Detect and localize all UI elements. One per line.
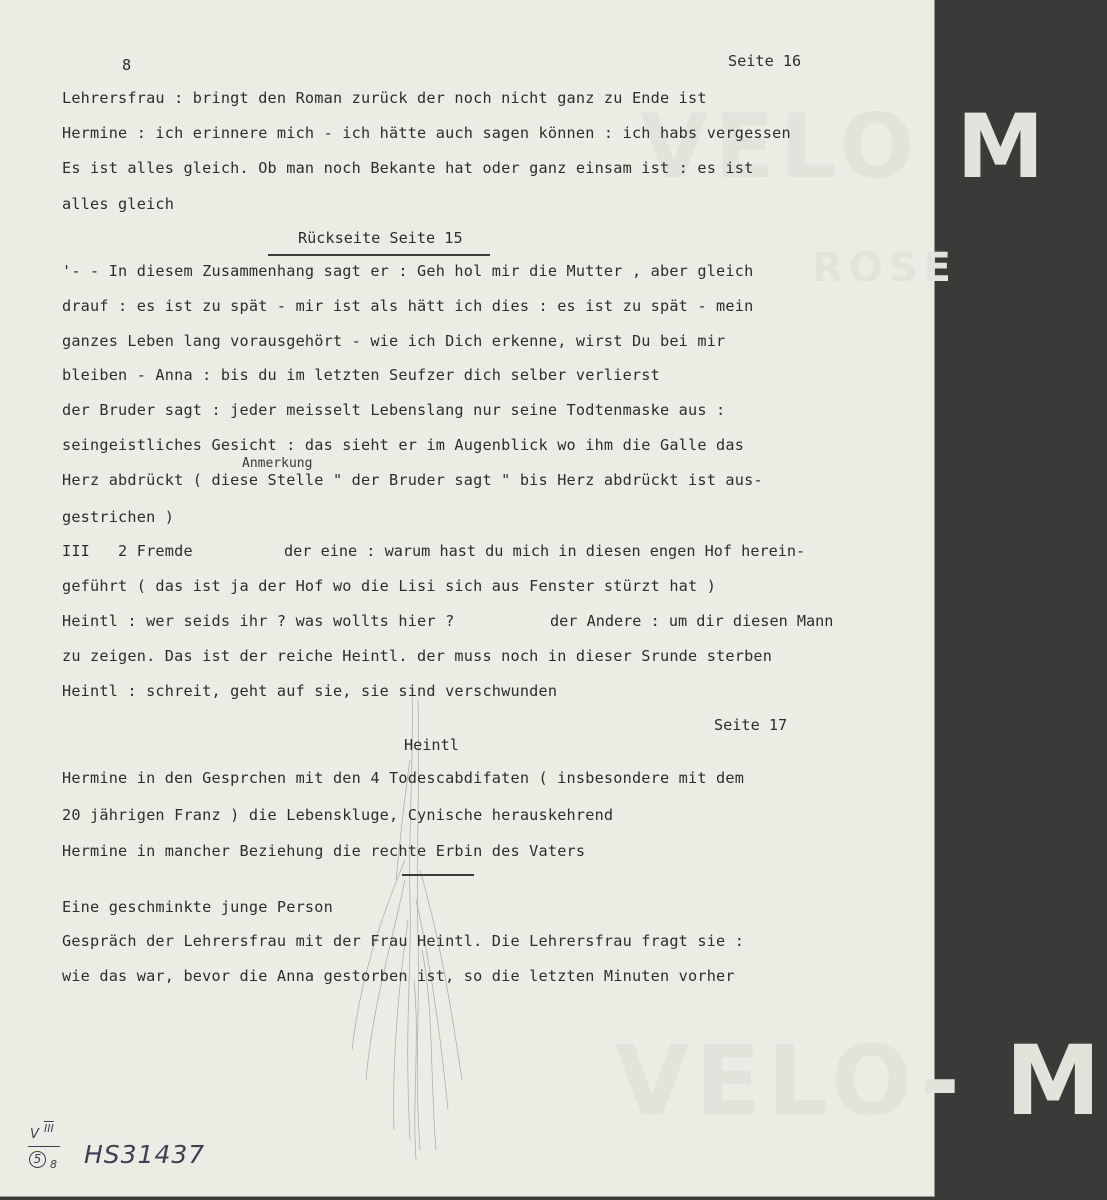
text-line: gestrichen ) xyxy=(62,508,175,526)
text-line: geführt ( das ist ja der Hof wo die Lisi sich aus Fenster stürzt hat ) xyxy=(62,577,717,595)
header-seite-17: Seite 17 xyxy=(714,716,788,734)
section-divider xyxy=(402,874,474,876)
text-line: Hermine : ich erinnere mich - ich hätte auch sagen können : ich habs vergessen xyxy=(62,124,791,142)
text-line: Gespräch der Lehrersfrau mit der Frau Heintl. Die Lehrersfrau fragt sie : xyxy=(62,932,745,950)
text-line: drauf : es ist zu spät - mir ist als hätt ich dies : es ist zu spät - mein xyxy=(62,297,754,315)
text-line: Hermine in den Gesprchen mit den 4 Todescabdifaten ( insbesondere mit dem xyxy=(62,769,745,787)
archive-mark-v: V xyxy=(30,1127,39,1142)
text-line: Heintl : schreit, geht auf sie, sie sind verschwunden xyxy=(62,682,558,700)
heading-rueckseite: Rückseite Seite 15 xyxy=(298,229,463,247)
text-line: Lehrersfrau : bringt den Roman zurück der noch nicht ganz zu Ende ist xyxy=(62,89,707,107)
header-seite-16: Seite 16 xyxy=(728,52,802,70)
archive-signature: HS31437 xyxy=(84,1140,206,1169)
heading-underline xyxy=(268,254,490,256)
heading-heintl: Heintl xyxy=(404,736,459,754)
text-line: alles gleich xyxy=(62,195,175,213)
text-line: bleiben - Anna : bis du im letzten Seufzer dich selber verlierst xyxy=(62,366,660,384)
text-line: Hermine in mancher Beziehung die rechte Erbin des Vaters xyxy=(62,842,586,860)
text-line: zu zeigen. Das ist der reiche Heintl. der muss noch in dieser Srunde sterben xyxy=(62,647,773,665)
watermark-top: VELO M xyxy=(640,95,1051,198)
watermark-mid: ROSE xyxy=(812,245,957,291)
archive-mark-fraction-line xyxy=(28,1146,60,1147)
text-line: seingeistliches Gesicht : das sieht er im Augenblick wo ihm die Galle das xyxy=(62,436,745,454)
text-line: Eine geschminkte junge Person xyxy=(62,898,333,916)
page-number: 8 xyxy=(122,56,132,74)
archive-mark-circle: 5 xyxy=(29,1151,46,1168)
text-line: Es ist alles gleich. Ob man noch Bekante hat oder ganz einsam ist : es ist xyxy=(62,159,754,177)
heintl-answer: der Andere : um dir diesen Mann xyxy=(550,612,834,630)
text-line: wie das war, bevor die Anna gestorben ist, so die letzten Minuten vorher xyxy=(62,967,735,985)
text-line: Herz abdrückt ( diese Stelle " der Bruder sagt " bis Herz abdrückt ist aus- xyxy=(62,471,763,489)
text-line: '- - In diesem Zusammenhang sagt er : Geh hol mir die Mutter , aber gleich xyxy=(62,262,754,280)
fremde-label: III 2 Fremde xyxy=(62,542,193,560)
heintl-question: Heintl : wer seids ihr ? was wollts hier ? xyxy=(62,612,455,630)
text-line: der Bruder sagt : jeder meisselt Lebenslang nur seine Todtenmaske aus : xyxy=(62,401,726,419)
archive-mark-roman: $\overline{III}$ xyxy=(44,1122,54,1135)
archive-mark-sub: 8 xyxy=(50,1158,57,1171)
text-line: ganzes Leben lang vorausgehört - wie ich Dich erkenne, wirst Du bei mir xyxy=(62,332,726,350)
watermark-bottom: VELO- M xyxy=(615,1025,1107,1137)
annotation-anmerkung: Anmerkung xyxy=(242,456,313,471)
text-line: 20 jährigen Franz ) die Lebenskluge, Cynische herauskehrend xyxy=(62,806,614,824)
fremde-text: der eine : warum hast du mich in diesen engen Hof herein- xyxy=(284,542,806,560)
